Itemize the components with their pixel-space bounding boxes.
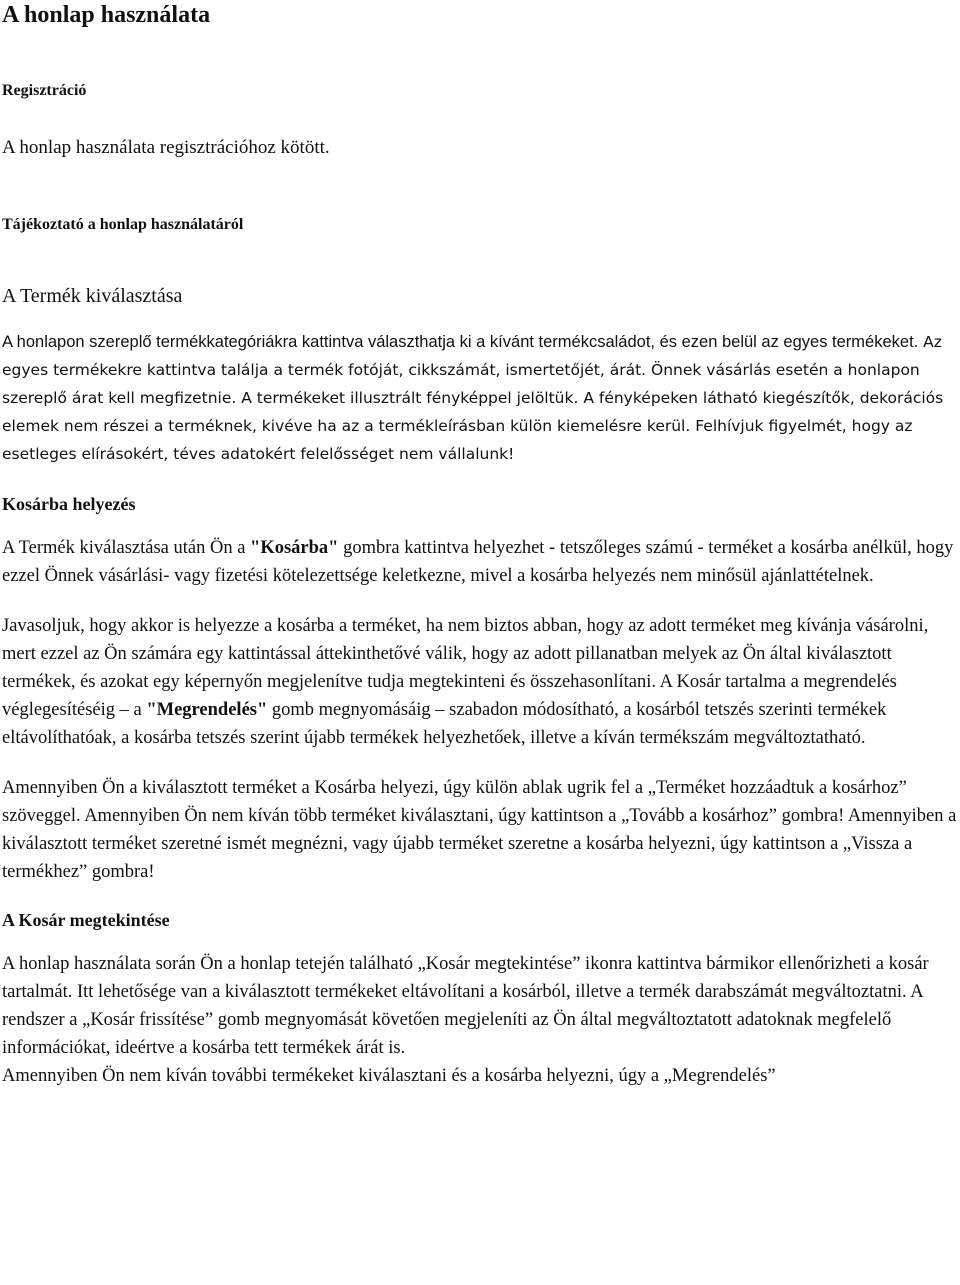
add-to-cart-p2-text-a: Javasoljuk, hogy akkor is helyezze a kosárba a terméket, ha nem biztos abban, hogy az adott terméket meg kívánja vásárolni, mert ezzel az Ön számára egy kattintással áttekinthetővé válik, hogy az adott pillanatban melyek az Ön által kiválasztott termékek, és azokat egy képernyőn megjelenítve tudja megtekinteni és összehasonlítani. A Kosár tartalma a megrendelés véglegesítéséig – a	[2, 616, 929, 720]
registration-text: A honlap használata regisztrációhoz kötött.	[2, 137, 330, 158]
add-to-cart-heading: Kosárba helyezés	[2, 494, 136, 514]
product-selection-paragraph	[2, 328, 960, 468]
product-selection-sentence-2: Az egyes termékekre kattintva találja a termék fotóját, cikkszámát, ismertetőjét, árát. Önnek vásárlás esetén a honlapon szereplő árat kell megfizetnie. A termékeket illusztrált fényképpel jelöltük. A fényképeken látható kiegészítők, dekorációs elemek nem részei a terméknek, kivéve ha az a termékleírásban külön kiemelésre kerül. Felhívjuk figyelmét, hogy az esetleges elírásokért, téves adatokért felelősséget nem vállalunk!	[2, 333, 944, 463]
product-selection-sentence-1: A honlapon szereplő termékkategóriákra kattintva választhatja ki a kívánt termékcsaládot, és ezen belül az egyes termékeket.	[2, 333, 919, 351]
add-to-cart-paragraph-3: Amennyiben Ön a kiválasztott terméket a Kosárba helyezi, úgy külön ablak ugrik fel a „Terméket hozzáadtuk a kosárhoz” szöveggel. Amennyiben Ön nem kíván több terméket kiválasztani, úgy kattintson a „Tovább a kosárhoz” gombra! Amennyiben a kiválasztott terméket szeretné ismét megnézni, vagy újabb terméket szeretne a kosárba helyezni, úgy kattintson a „Vissza a termékhez” gombra!	[2, 778, 957, 882]
add-to-cart-p1-text-b: gombra kattintva helyezhet - tetszőleges számú - terméket a kosárba anélkül, hogy ezzel Önnek vásárlási- vagy fizetési kötelezettsége keletkezne, mivel a kosárba helyezés nem minősül ajánlattételnek.	[2, 538, 954, 586]
megrendeles-label: "Megrendelés"	[146, 700, 268, 720]
add-to-cart-p2-text-b: gomb megnyomásáig – szabadon módosítható, a kosárból tetszés szerinti termékek eltávolíthatóak, a kosárba tetszés szerint újabb termékek helyezhetőek, illetve a kíván termékszám megváltoztatható.	[2, 700, 887, 748]
add-to-cart-paragraph-1	[2, 534, 960, 590]
registration-heading: Regisztráció	[2, 82, 87, 99]
add-to-cart-p1-text-a: A Termék kiválasztása után Ön a	[2, 538, 251, 558]
view-cart-heading: A Kosár megtekintése	[2, 910, 170, 930]
product-selection-heading: A Termék kiválasztása	[2, 285, 183, 307]
kosarba-label: "Kosárba"	[250, 538, 339, 558]
page-title: A honlap használata	[2, 2, 211, 28]
view-cart-paragraph-2: Amennyiben Ön nem kíván további termékeket kiválasztani és a kosárba helyezni, úgy a „Megrendelés”	[2, 1066, 776, 1086]
info-heading: Tájékoztató a honlap használatáról	[2, 216, 244, 233]
add-to-cart-paragraph-2	[2, 612, 960, 752]
view-cart-paragraph-1: A honlap használata során Ön a honlap tetején található „Kosár megtekintése” ikonra kattintva bármikor ellenőrizheti a kosár tartalmát. Itt lehetősége van a kiválasztott termékeket eltávolítani a kosárból, illetve a termék darabszámát megváltoztatni. A rendszer a „Kosár frissítése” gomb megnyomását követően megjeleníti az Ön által megváltoztatott adatoknak megfelelő információkat, ideértve a kosárba tett termékek árát is.	[2, 954, 929, 1058]
